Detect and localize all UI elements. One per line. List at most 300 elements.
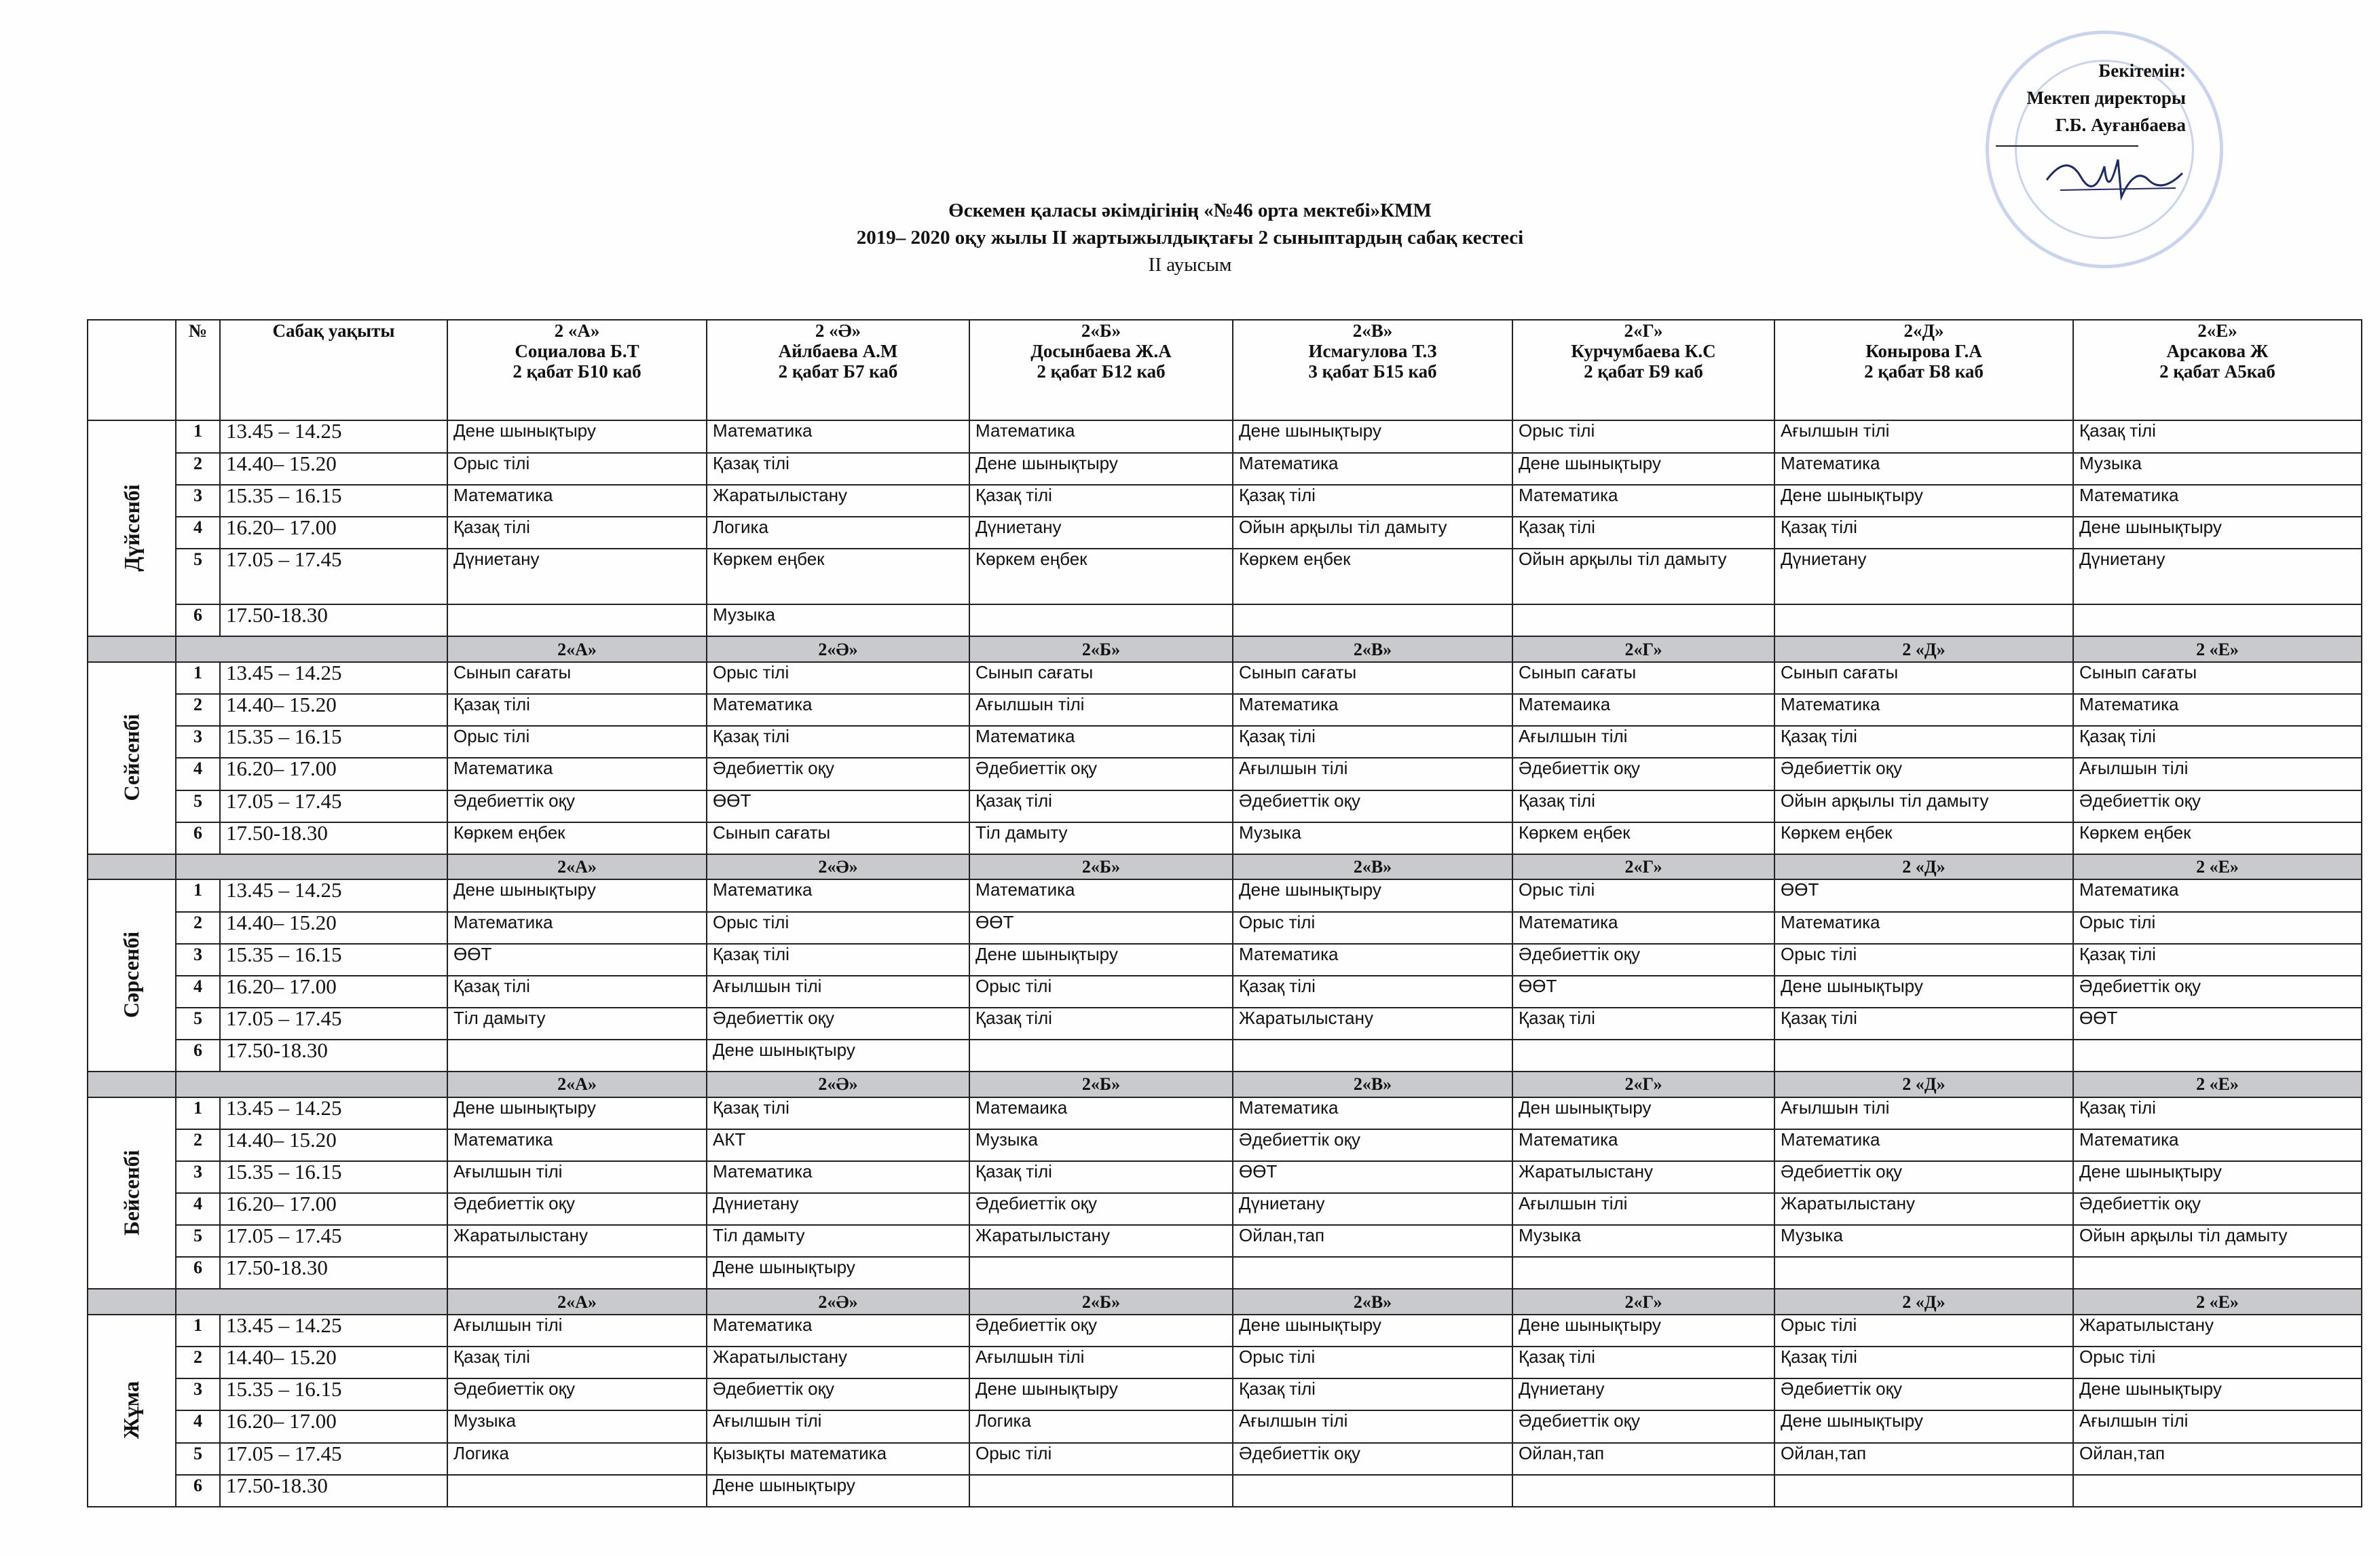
- subject-cell: Музыка: [447, 1410, 707, 1442]
- subject-cell: Қазақ тілі: [1233, 976, 1512, 1008]
- subject-cell: [1233, 604, 1512, 636]
- subject-cell: Жаратылыстану: [1233, 1008, 1512, 1040]
- subject-cell: ӨӨТ: [1774, 879, 2073, 911]
- lesson-number: 4: [176, 976, 220, 1008]
- subject-cell: Қазақ тілі: [969, 485, 1233, 517]
- subject-cell: Дене шынықтыру: [1512, 1315, 1774, 1347]
- day-name: Жұма: [119, 1380, 144, 1440]
- lesson-number: 2: [176, 1347, 220, 1378]
- lesson-time: 17.50-18.30: [220, 1475, 447, 1507]
- subject-cell: [1774, 1257, 2073, 1289]
- subject-cell: Музыка: [1774, 1225, 2073, 1257]
- subject-cell: [2073, 1257, 2362, 1289]
- subject-cell: Дене шынықтыру: [1233, 1315, 1512, 1347]
- header-row: [88, 320, 2362, 420]
- separator-blank: [176, 854, 447, 880]
- subject-cell: Дене шынықтыру: [447, 1097, 707, 1129]
- subject-cell: Музыка: [2073, 453, 2362, 485]
- subject-cell: Дене шынықтыру: [707, 1475, 969, 1507]
- day-name: Бейсенбі: [119, 1150, 144, 1236]
- lesson-time: 17.50-18.30: [220, 822, 447, 854]
- subject-cell: Математика: [1233, 944, 1512, 976]
- lesson-time: 17.50-18.30: [220, 604, 447, 636]
- lesson-number: 2: [176, 1129, 220, 1161]
- lesson-row: [88, 420, 2362, 452]
- lesson-row: [88, 1008, 2362, 1040]
- subject-cell: Логика: [707, 517, 969, 549]
- subject-cell: [447, 1040, 707, 1072]
- separator-blank: [88, 1289, 176, 1315]
- subject-cell: Дене шынықтыру: [969, 453, 1233, 485]
- lesson-time: 15.35 – 16.15: [220, 1378, 447, 1410]
- subject-cell: Орыс тілі: [2073, 912, 2362, 944]
- subject-cell: Жаратылыстану: [447, 1225, 707, 1257]
- lesson-time: 15.35 – 16.15: [220, 944, 447, 976]
- lesson-row: [88, 1097, 2362, 1129]
- subject-cell: Ағылшын тілі: [969, 694, 1233, 726]
- subject-cell: Дене шынықтыру: [1233, 879, 1512, 911]
- lesson-row: [88, 485, 2362, 517]
- subject-cell: Ағылшын тілі: [969, 1347, 1233, 1378]
- subject-cell: Қазақ тілі: [2073, 726, 2362, 758]
- subject-cell: Сынып сағаты: [1512, 662, 1774, 694]
- subject-cell: ӨӨТ: [969, 912, 1233, 944]
- lesson-number: 6: [176, 1475, 220, 1507]
- lesson-row: [88, 1193, 2362, 1225]
- day-cell: [88, 1097, 176, 1289]
- subject-cell: Дүниетану: [2073, 549, 2362, 604]
- subject-cell: Көркем еңбек: [707, 549, 969, 604]
- subject-cell: Қазақ тілі: [447, 1347, 707, 1378]
- subject-cell: Ағылшын тілі: [707, 1410, 969, 1442]
- lesson-time: 15.35 – 16.15: [220, 726, 447, 758]
- separator-class-label: 2«Б»: [969, 636, 1233, 662]
- subject-cell: [2073, 1040, 2362, 1072]
- subject-cell: Математика: [707, 694, 969, 726]
- subject-cell: Әдебиеттік оқу: [707, 1008, 969, 1040]
- separator-class-label: 2«А»: [447, 636, 707, 662]
- subject-cell: Қазақ тілі: [1233, 1378, 1512, 1410]
- subject-cell: Әдебиеттік оқу: [1774, 1161, 2073, 1193]
- subject-cell: Математика: [2073, 1129, 2362, 1161]
- lesson-time: 15.35 – 16.15: [220, 1161, 447, 1193]
- subject-cell: Қазақ тілі: [707, 726, 969, 758]
- subject-cell: Ойын арқылы тіл дамыту: [1512, 549, 1774, 604]
- subject-cell: Орыс тілі: [969, 1443, 1233, 1475]
- subject-cell: Матемаика: [969, 1097, 1233, 1129]
- lesson-number: 5: [176, 790, 220, 822]
- lesson-time: 13.45 – 14.25: [220, 879, 447, 911]
- separator-blank: [88, 854, 176, 880]
- subject-cell: Көркем еңбек: [2073, 822, 2362, 854]
- subject-cell: Дене шынықтыру: [1233, 420, 1512, 452]
- separator-class-label: 2 «Д»: [1774, 854, 2073, 880]
- subject-cell: Жаратылыстану: [707, 1347, 969, 1378]
- separator-class-label: 2 «Д»: [1774, 1289, 2073, 1315]
- lesson-number: 5: [176, 1008, 220, 1040]
- subject-cell: Қазақ тілі: [1233, 726, 1512, 758]
- subject-cell: Математика: [707, 420, 969, 452]
- subject-cell: [969, 604, 1233, 636]
- subject-cell: Логика: [969, 1410, 1233, 1442]
- subject-cell: Математика: [707, 1315, 969, 1347]
- subject-cell: Орыс тілі: [1233, 1347, 1512, 1378]
- subject-cell: [1774, 1040, 2073, 1072]
- column-header: 2 «А» Социалова Б.Т 2 қабат Б10 каб: [447, 320, 707, 420]
- subject-cell: АКТ: [707, 1129, 969, 1161]
- column-header: 2«Б» Досынбаева Ж.А 2 қабат Б12 каб: [969, 320, 1233, 420]
- subject-cell: Қазақ тілі: [969, 1008, 1233, 1040]
- subject-cell: Математика: [1512, 485, 1774, 517]
- lesson-row: [88, 549, 2362, 604]
- subject-cell: Қазақ тілі: [1774, 726, 2073, 758]
- lesson-number: 2: [176, 453, 220, 485]
- subject-cell: Дене шынықтыру: [1512, 453, 1774, 485]
- subject-cell: Әдебиеттік оқу: [2073, 976, 2362, 1008]
- subject-cell: [1774, 604, 2073, 636]
- subject-cell: [969, 1475, 1233, 1507]
- subject-cell: Көркем еңбек: [447, 822, 707, 854]
- subject-cell: Сынып сағаты: [969, 662, 1233, 694]
- lesson-time: 17.05 – 17.45: [220, 1008, 447, 1040]
- subject-cell: Әдебиеттік оқу: [1512, 944, 1774, 976]
- subject-cell: Әдебиеттік оқу: [447, 1378, 707, 1410]
- lesson-number: 6: [176, 604, 220, 636]
- lesson-row: [88, 790, 2362, 822]
- lesson-time: 14.40– 15.20: [220, 1129, 447, 1161]
- subject-cell: Ағылшын тілі: [1512, 1193, 1774, 1225]
- signature-line: [1996, 145, 2138, 147]
- subject-cell: Әдебиеттік оқу: [1774, 1378, 2073, 1410]
- subject-cell: Математика: [707, 879, 969, 911]
- day-cell: [88, 879, 176, 1072]
- subject-cell: [1512, 604, 1774, 636]
- subject-cell: Математика: [1774, 453, 2073, 485]
- subject-cell: Математика: [969, 420, 1233, 452]
- subject-cell: Математика: [1233, 1097, 1512, 1129]
- subject-cell: Қазақ тілі: [2073, 944, 2362, 976]
- lesson-row: [88, 1410, 2362, 1442]
- subject-cell: Математика: [707, 1161, 969, 1193]
- subject-cell: Әдебиеттік оқу: [2073, 1193, 2362, 1225]
- separator-class-label: 2 «Д»: [1774, 636, 2073, 662]
- subject-cell: ӨӨТ: [447, 944, 707, 976]
- subject-cell: Қызықты математика: [707, 1443, 969, 1475]
- subject-cell: Математика: [969, 879, 1233, 911]
- subject-cell: Әдебиеттік оқу: [707, 1378, 969, 1410]
- lesson-number: 4: [176, 1410, 220, 1442]
- subject-cell: Жаратылыстану: [2073, 1315, 2362, 1347]
- separator-class-label: 2 «Д»: [1774, 1072, 2073, 1097]
- subject-cell: Дүниетану: [707, 1193, 969, 1225]
- subject-cell: Ойын арқылы тіл дамыту: [2073, 1225, 2362, 1257]
- day-cell: [88, 420, 176, 636]
- subject-cell: Математика: [1774, 694, 2073, 726]
- lesson-number: 6: [176, 822, 220, 854]
- subject-cell: Ағылшын тілі: [707, 976, 969, 1008]
- subject-cell: Ағылшын тілі: [447, 1315, 707, 1347]
- subject-cell: Дүниетану: [1774, 549, 2073, 604]
- separator-blank: [176, 1289, 447, 1315]
- subject-cell: Дене шынықтыру: [2073, 1378, 2362, 1410]
- subject-cell: Әдебиеттік оқу: [1233, 1443, 1512, 1475]
- subject-cell: Дене шынықтыру: [2073, 1161, 2362, 1193]
- subject-cell: Орыс тілі: [447, 726, 707, 758]
- lesson-number: 1: [176, 1097, 220, 1129]
- lesson-row: [88, 1347, 2362, 1378]
- lesson-row: [88, 453, 2362, 485]
- subject-cell: Қазақ тілі: [1774, 1008, 2073, 1040]
- subject-cell: Қазақ тілі: [1233, 485, 1512, 517]
- subject-cell: Дене шынықтыру: [1774, 976, 2073, 1008]
- subject-cell: Сынып сағаты: [2073, 662, 2362, 694]
- lesson-time: 14.40– 15.20: [220, 453, 447, 485]
- separator-class-label: 2«Г»: [1512, 1072, 1774, 1097]
- subject-cell: Әдебиеттік оқу: [1512, 1410, 1774, 1442]
- subject-cell: Математика: [447, 1129, 707, 1161]
- lesson-row: [88, 1225, 2362, 1257]
- lesson-time: 16.20– 17.00: [220, 1410, 447, 1442]
- subject-cell: Орыс тілі: [1774, 944, 2073, 976]
- lesson-time: 17.50-18.30: [220, 1257, 447, 1289]
- column-header: 2«Д» Конырова Г.А 2 қабат Б8 каб: [1774, 320, 2073, 420]
- subject-cell: Математика: [447, 912, 707, 944]
- subject-cell: Орыс тілі: [1774, 1315, 2073, 1347]
- subject-cell: Қазақ тілі: [2073, 1097, 2362, 1129]
- subject-cell: [1512, 1475, 1774, 1507]
- subject-cell: Қазақ тілі: [1774, 517, 2073, 549]
- lesson-number: 3: [176, 944, 220, 976]
- subject-cell: Қазақ тілі: [707, 1097, 969, 1129]
- lesson-time: 17.05 – 17.45: [220, 1225, 447, 1257]
- subject-cell: [1233, 1040, 1512, 1072]
- lesson-number: 5: [176, 549, 220, 604]
- lesson-row: [88, 726, 2362, 758]
- subject-cell: Дүниетану: [1233, 1193, 1512, 1225]
- separator-class-label: 2 «Е»: [2073, 636, 2362, 662]
- separator-class-label: 2«В»: [1233, 1289, 1512, 1315]
- subject-cell: ӨӨТ: [2073, 1008, 2362, 1040]
- subject-cell: Орыс тілі: [447, 453, 707, 485]
- subject-cell: ӨӨТ: [1233, 1161, 1512, 1193]
- subject-cell: Дене шынықтыру: [447, 420, 707, 452]
- subject-cell: Математика: [1512, 912, 1774, 944]
- lesson-time: 14.40– 15.20: [220, 694, 447, 726]
- class-separator-row: [88, 1072, 2362, 1097]
- separator-class-label: 2«В»: [1233, 854, 1512, 880]
- subject-cell: [1233, 1257, 1512, 1289]
- approval-position: Мектеп директоры: [2026, 88, 2186, 108]
- corner-cell: [88, 320, 176, 420]
- subject-cell: Математика: [2073, 879, 2362, 911]
- subject-cell: Әдебиеттік оқу: [969, 758, 1233, 790]
- subject-cell: Математика: [1512, 1129, 1774, 1161]
- separator-class-label: 2«Ә»: [707, 636, 969, 662]
- lesson-row: [88, 1443, 2362, 1475]
- subject-cell: [2073, 604, 2362, 636]
- lesson-row: [88, 1257, 2362, 1289]
- subject-cell: Музыка: [1233, 822, 1512, 854]
- subject-cell: Ойлан,тап: [1512, 1443, 1774, 1475]
- subject-cell: Математика: [1233, 694, 1512, 726]
- subject-cell: Жаратылыстану: [969, 1225, 1233, 1257]
- subject-cell: [1233, 1475, 1512, 1507]
- subject-cell: Жаратылыстану: [1774, 1193, 2073, 1225]
- lesson-number: 6: [176, 1257, 220, 1289]
- lesson-time: 13.45 – 14.25: [220, 420, 447, 452]
- subject-cell: ӨӨТ: [707, 790, 969, 822]
- day-cell: [88, 662, 176, 854]
- lesson-time: 14.40– 15.20: [220, 1347, 447, 1378]
- lesson-number: 3: [176, 485, 220, 517]
- subject-cell: Қазақ тілі: [1512, 1008, 1774, 1040]
- subject-cell: Сынып сағаты: [1233, 662, 1512, 694]
- subject-cell: Қазақ тілі: [1512, 790, 1774, 822]
- day-name: Сейсенбі: [119, 714, 144, 801]
- lesson-number: 3: [176, 726, 220, 758]
- separator-class-label: 2«Ә»: [707, 1072, 969, 1097]
- lesson-time: 13.45 – 14.25: [220, 662, 447, 694]
- class-separator-row: [88, 636, 2362, 662]
- approval-director-name: Г.Б. Ауғанбаева: [2055, 115, 2186, 135]
- lesson-time: 13.45 – 14.25: [220, 1097, 447, 1129]
- subject-cell: Математика: [1233, 453, 1512, 485]
- subject-cell: Әдебиеттік оқу: [707, 758, 969, 790]
- separator-class-label: 2 «Е»: [2073, 1289, 2362, 1315]
- subject-cell: Математика: [1774, 912, 2073, 944]
- subject-cell: Қазақ тілі: [707, 944, 969, 976]
- subject-cell: Әдебиеттік оқу: [447, 790, 707, 822]
- subject-cell: Музыка: [969, 1129, 1233, 1161]
- subject-cell: Дүниетану: [447, 549, 707, 604]
- lesson-number: 1: [176, 879, 220, 911]
- subject-cell: Орыс тілі: [707, 662, 969, 694]
- subject-cell: Тіл дамыту: [707, 1225, 969, 1257]
- schedule-table: [87, 319, 2362, 1507]
- lesson-number: 6: [176, 1040, 220, 1072]
- column-header: 2«Е» Арсакова Ж 2 қабат А5каб: [2073, 320, 2362, 420]
- subject-cell: Қазақ тілі: [1512, 517, 1774, 549]
- subject-cell: Ағылшын тілі: [447, 1161, 707, 1193]
- lesson-row: [88, 944, 2362, 976]
- subject-cell: Дене шынықтыру: [447, 879, 707, 911]
- subject-cell: Дене шынықтыру: [2073, 517, 2362, 549]
- subject-cell: [1774, 1475, 2073, 1507]
- lesson-row: [88, 1475, 2362, 1507]
- subject-cell: Ағылшын тілі: [1774, 1097, 2073, 1129]
- subject-cell: Көркем еңбек: [969, 549, 1233, 604]
- lesson-row: [88, 1040, 2362, 1072]
- lesson-row: [88, 694, 2362, 726]
- subject-cell: Математика: [2073, 694, 2362, 726]
- lesson-number: 2: [176, 694, 220, 726]
- lesson-number: 5: [176, 1443, 220, 1475]
- subject-cell: Сынып сағаты: [1774, 662, 2073, 694]
- separator-class-label: 2«Б»: [969, 1289, 1233, 1315]
- lesson-time: 17.05 – 17.45: [220, 790, 447, 822]
- column-header: 2«Г» Курчумбаева К.С 2 қабат Б9 каб: [1512, 320, 1774, 420]
- separator-class-label: 2«Б»: [969, 1072, 1233, 1097]
- lesson-time: 17.05 – 17.45: [220, 549, 447, 604]
- subject-cell: Ойлан,тап: [1233, 1225, 1512, 1257]
- class-separator-row: [88, 854, 2362, 880]
- lesson-number: 5: [176, 1225, 220, 1257]
- lesson-number: 1: [176, 420, 220, 452]
- lesson-number: 2: [176, 912, 220, 944]
- separator-blank: [88, 636, 176, 662]
- subject-cell: [1512, 1040, 1774, 1072]
- separator-class-label: 2«А»: [447, 854, 707, 880]
- lesson-row: [88, 1161, 2362, 1193]
- subject-cell: Логика: [447, 1443, 707, 1475]
- column-header: 2«В» Исмагулова Т.З 3 қабат Б15 каб: [1233, 320, 1512, 420]
- subject-cell: Жаратылыстану: [1512, 1161, 1774, 1193]
- lesson-row: [88, 912, 2362, 944]
- subject-cell: Ойын арқылы тіл дамыту: [1774, 790, 2073, 822]
- subject-cell: [2073, 1475, 2362, 1507]
- schedule-title: 2019– 2020 оқу жылы ІІ жартыжылдықтағы 2 сыныптардың сабақ кестесі: [856, 227, 1524, 249]
- lesson-time: 16.20– 17.00: [220, 517, 447, 549]
- subject-cell: Сынып сағаты: [707, 822, 969, 854]
- subject-cell: Орыс тілі: [969, 976, 1233, 1008]
- lesson-number: 4: [176, 758, 220, 790]
- subject-cell: Дене шынықтыру: [969, 944, 1233, 976]
- subject-cell: [969, 1040, 1233, 1072]
- subject-cell: [447, 1475, 707, 1507]
- subject-cell: Әдебиеттік оқу: [969, 1193, 1233, 1225]
- subject-cell: Дене шынықтыру: [707, 1040, 969, 1072]
- separator-blank: [176, 1072, 447, 1097]
- subject-cell: Орыс тілі: [707, 912, 969, 944]
- separator-class-label: 2«Б»: [969, 854, 1233, 880]
- column-header: 2 «Ә» Айлбаева А.М 2 қабат Б7 каб: [707, 320, 969, 420]
- column-header: №: [176, 320, 220, 420]
- subject-cell: Әдебиеттік оқу: [447, 1193, 707, 1225]
- subject-cell: Әдебиеттік оқу: [1774, 758, 2073, 790]
- subject-cell: Ойлан,тап: [2073, 1443, 2362, 1475]
- subject-cell: Математика: [2073, 485, 2362, 517]
- column-header: Сабақ уақыты: [220, 320, 447, 420]
- lesson-time: 17.05 – 17.45: [220, 1443, 447, 1475]
- subject-cell: Қазақ тілі: [447, 694, 707, 726]
- lesson-row: [88, 758, 2362, 790]
- subject-cell: Жаратылыстану: [707, 485, 969, 517]
- subject-cell: Қазақ тілі: [447, 976, 707, 1008]
- subject-cell: Дене шынықтыру: [1774, 1410, 2073, 1442]
- separator-class-label: 2 «Е»: [2073, 854, 2362, 880]
- subject-cell: Музыка: [1512, 1225, 1774, 1257]
- subject-cell: ӨӨТ: [1512, 976, 1774, 1008]
- subject-cell: Дүниетану: [969, 517, 1233, 549]
- subject-cell: Математика: [969, 726, 1233, 758]
- subject-cell: Орыс тілі: [1512, 420, 1774, 452]
- day-cell: [88, 1315, 176, 1507]
- lesson-number: 4: [176, 517, 220, 549]
- subject-cell: Ағылшын тілі: [1233, 758, 1512, 790]
- subject-cell: Ағылшын тілі: [1233, 1410, 1512, 1442]
- subject-cell: Көркем еңбек: [1512, 822, 1774, 854]
- subject-cell: Әдебиеттік оқу: [969, 1315, 1233, 1347]
- shift-label: ІІ ауысым: [1148, 254, 1232, 276]
- subject-cell: Әдебиеттік оқу: [1233, 1129, 1512, 1161]
- lesson-number: 4: [176, 1193, 220, 1225]
- approval-label: Бекітемін:: [2098, 60, 2186, 81]
- separator-class-label: 2«В»: [1233, 636, 1512, 662]
- separator-class-label: 2«Г»: [1512, 1289, 1774, 1315]
- day-name: Дүйсенбі: [119, 484, 144, 572]
- lesson-time: 13.45 – 14.25: [220, 1315, 447, 1347]
- subject-cell: Музыка: [707, 604, 969, 636]
